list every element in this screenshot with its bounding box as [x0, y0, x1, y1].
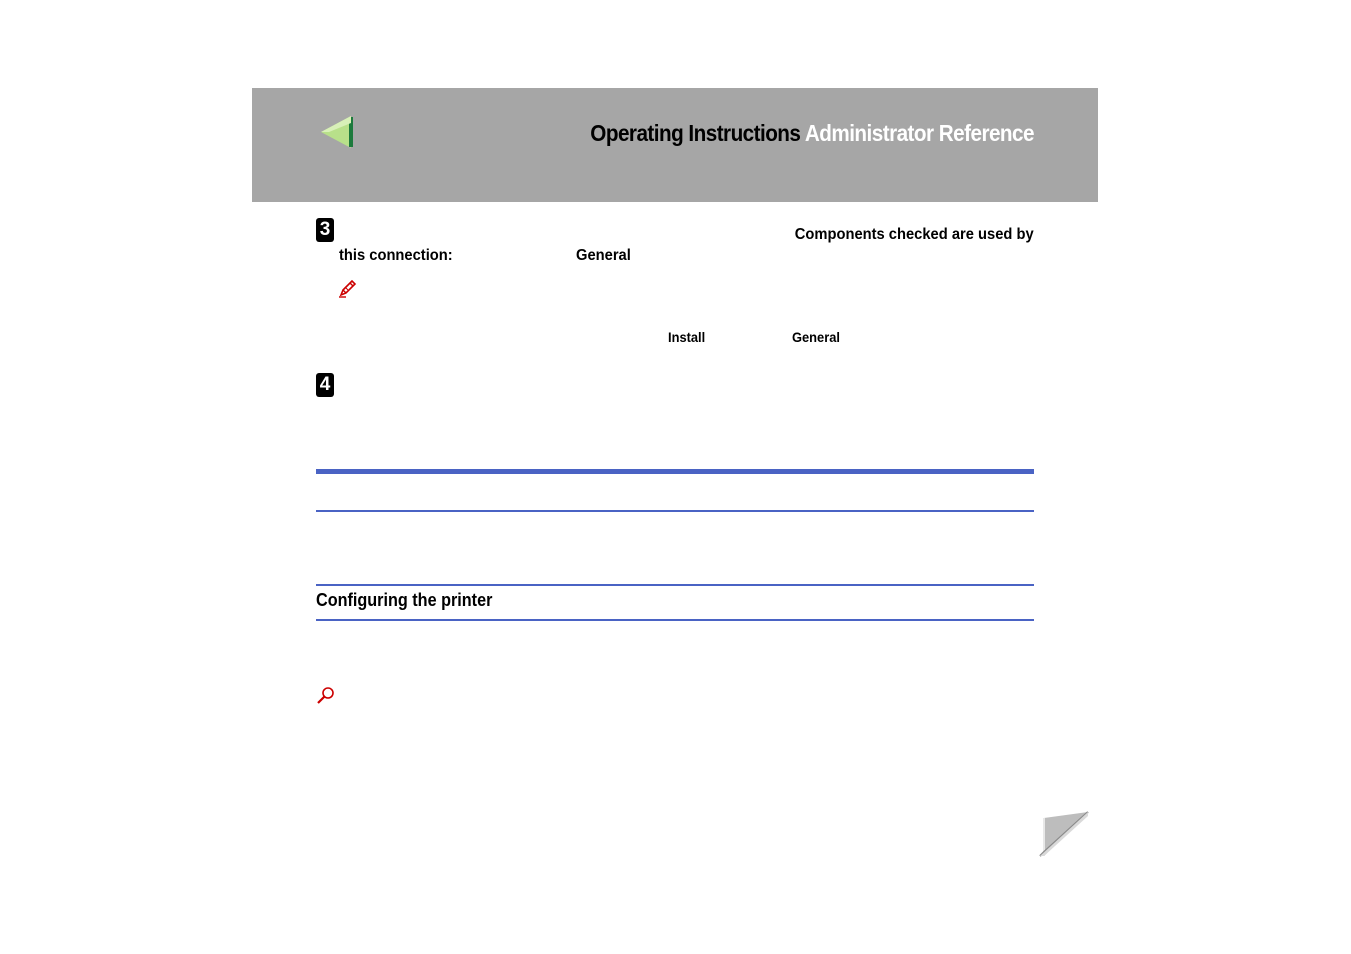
step3-text-connection: this connection: [339, 247, 453, 264]
back-arrow-icon[interactable] [319, 114, 355, 150]
section-rule [316, 510, 1034, 512]
section-title: Configuring the printer [316, 590, 493, 610]
note-text-general: General [792, 329, 840, 345]
step3-text-components: Components checked are used by [795, 226, 1034, 243]
subsection-rule-bottom [316, 619, 1034, 621]
header-title-admin[interactable]: Administrator Reference [804, 120, 1034, 146]
section-rule-thick [316, 469, 1034, 474]
step-number-3: 3 [316, 218, 334, 242]
pencil-note-icon [338, 278, 358, 298]
header-bar [252, 88, 1098, 202]
header-title-operating[interactable]: Operating Instructions [590, 120, 801, 146]
magnifier-reference-icon [316, 686, 336, 706]
next-page-icon[interactable] [1038, 810, 1090, 858]
note-text-install: Install [668, 329, 706, 345]
subsection-rule-top [316, 584, 1034, 586]
step-number-4: 4 [316, 373, 334, 397]
step3-text-general: General [576, 247, 631, 264]
header-title [590, 120, 1034, 147]
